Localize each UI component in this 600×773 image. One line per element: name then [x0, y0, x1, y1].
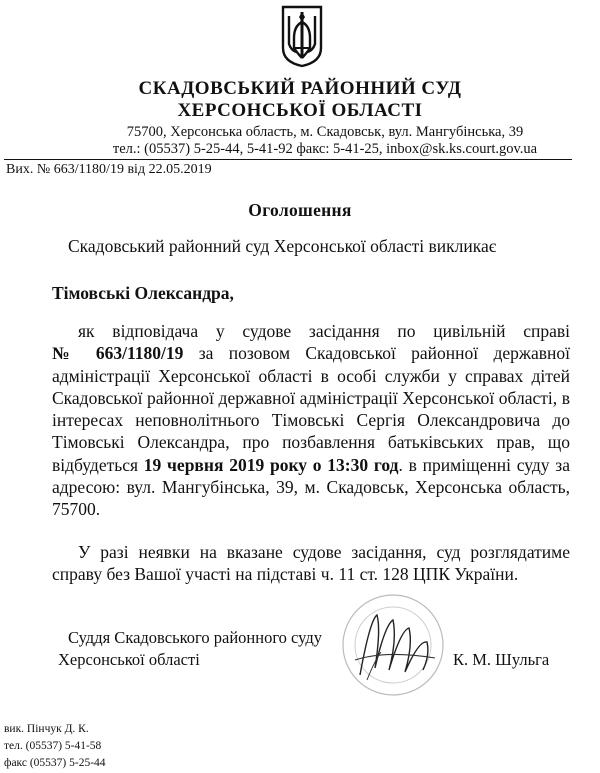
outgoing-reference: Вих. № 663/1180/19 від 22.05.2019	[6, 162, 212, 177]
coat-of-arms-icon	[280, 4, 324, 68]
p1-line: інтересах неповнолітнього Тімовські Сергія Олександровича до	[52, 410, 570, 431]
document-title: Оголошення	[248, 200, 352, 220]
judge-position-line1: Суддя Скадовського районного суду	[68, 628, 323, 647]
p1-line: 75700.	[52, 499, 101, 520]
executor: вик. Пінчук Д. К.	[4, 723, 89, 735]
executor-phone: тел. (05537) 5-41-58	[4, 740, 102, 752]
court-contacts: тел.: (05537) 5-25-44, 5-41-92 факс: 5-41-25, inbox@sk.ks.court.gov.ua	[112, 141, 538, 157]
hearing-date: 19 червня 2019 року о 13:30 год	[143, 454, 399, 475]
non-appearance-paragraph	[52, 541, 570, 586]
p1-line: як відповідача у судове засідання по цивільній справі	[78, 321, 570, 341]
court-name-line2: ХЕРСОНСЬКОЇ ОБЛАСТІ	[177, 100, 423, 121]
court-address: 75700, Херсонська область, м. Скадовськ, вул. Мангубінська, 39	[126, 124, 524, 140]
recipient-name: Тімовські Олександра,	[52, 283, 234, 303]
executor-fax: факс (05537) 5-25-44	[4, 757, 106, 769]
judge-name: К. М. Шульга	[453, 650, 550, 669]
p2-line: справу без Вашої участі на підставі ч. 11 ст. 128 ЦПК України.	[52, 564, 519, 585]
p1-line: за позовом Скадовської районної державної	[183, 343, 570, 364]
p2-line: У разі неявки на вказане судове засідання, суд розглядатиме	[78, 542, 570, 562]
intro-text: Скадовський районний суд Херсонської області викликає	[68, 236, 497, 256]
header-divider	[4, 159, 572, 160]
signature-stamp-icon	[315, 590, 465, 700]
court-name-line1: СКАДОВСЬКИЙ РАЙОННИЙ СУД	[138, 78, 462, 99]
p1-line: відбудеться	[52, 454, 144, 475]
p1-line: . в приміщенні суду за	[398, 454, 570, 475]
summons-paragraph	[52, 320, 570, 521]
case-number: № 663/1180/19	[52, 343, 184, 364]
p1-line: Тімовські Олександра, про позбавлення батьківських прав, що	[52, 432, 570, 453]
p1-line: Скадовської районної державної адміністрації Херсонської області, в	[52, 387, 570, 408]
p1-line: адресою: вул. Мангубінська, 39, м. Скадовськ, Херсонська область,	[52, 477, 570, 498]
p1-line: адміністрації Херсонської області в особі служби у справах дітей	[52, 365, 570, 386]
judge-position-line2: Херсонської області	[58, 650, 200, 669]
